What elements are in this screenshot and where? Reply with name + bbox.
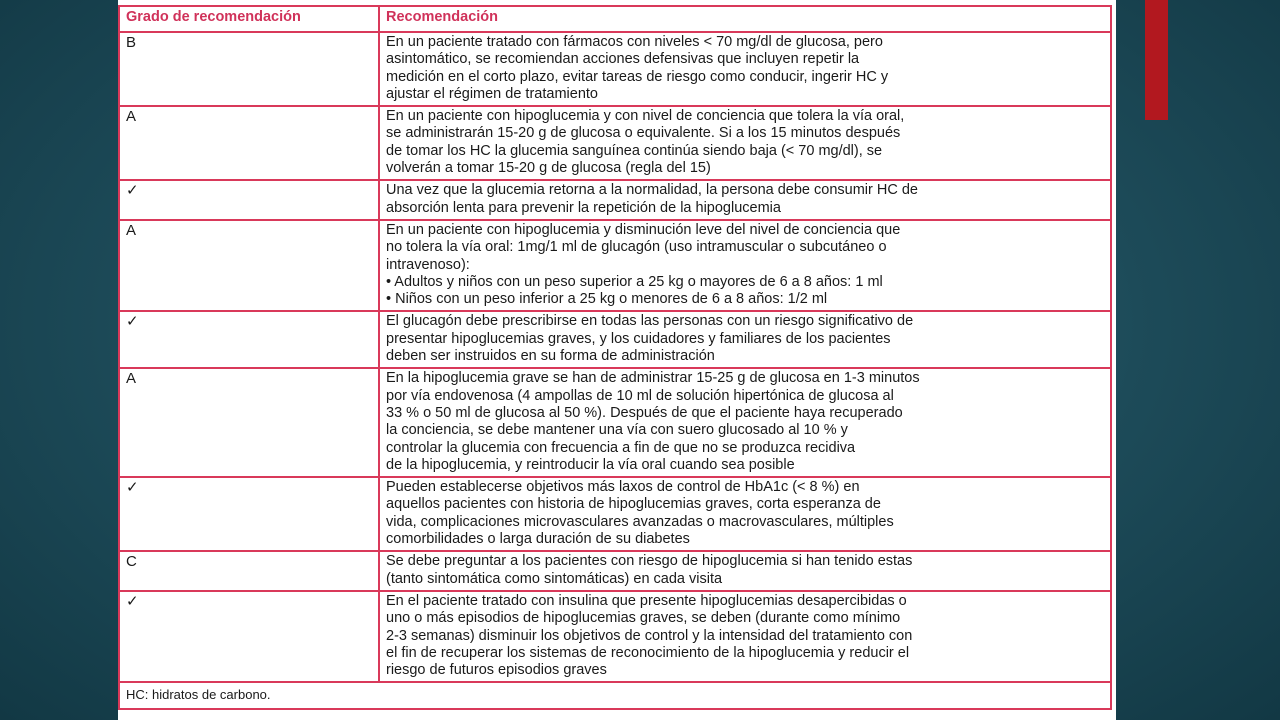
grade-cell: A [119,106,379,180]
recommendation-cell [379,220,1111,311]
recommendation-text-line: la conciencia, se debe mantener una vía con suero glucosado al 10 % y [386,422,848,439]
recommendation-text-line: volverán a tomar 15-20 g de glucosa (regla del 15) [386,160,711,177]
header-recommendation: Recomendación [379,6,1111,32]
footnote: HC: hidratos de carbono. [119,682,1111,709]
table-row [119,591,1111,682]
recommendation-text-line: asintomático, se recomiendan acciones defensivas que incluyen repetir la [386,51,860,68]
table-row [119,180,1111,220]
recommendation-text-line: (tanto sintomática como sintomáticas) en cada visita [386,570,723,587]
recommendation-cell [379,106,1111,180]
table-row [119,220,1111,311]
recommendation-text-line: comorbilidades o larga duración de su diabetes [386,531,690,548]
recommendation-text-line: por vía endovenosa (4 ampollas de 10 ml de solución hipertónica de glucosa al [386,387,894,404]
recommendation-table [118,5,1112,710]
table-row [119,551,1111,591]
recommendation-text-line: aquellos pacientes con historia de hipoglucemias graves, corta esperanza de [386,496,881,513]
recommendation-text-line: vida, complicaciones microvasculares avanzadas o macrovasculares, múltiples [386,513,894,530]
table-row [119,477,1111,551]
recommendation-text-line: En un paciente tratado con fármacos con niveles < 70 mg/dl de glucosa, pero [386,34,883,50]
recommendation-cell [379,477,1111,551]
recommendation-text-line: • Niños con un peso inferior a 25 kg o menores de 6 a 8 años: 1/2 ml [386,291,828,308]
recommendation-cell [379,311,1111,368]
slide-accent-bar [1145,0,1168,120]
grade-cell: ✓ [119,311,379,368]
recommendation-text-line: controlar la glucemia con frecuencia a fin de que no se produzca recidiva [386,439,856,456]
recommendation-text-line: En la hipoglucemia grave se han de administrar 15-25 g de glucosa en 1-3 minutos [386,370,920,387]
recommendation-text-line: de tomar los HC la glucemia sanguínea continúa siendo baja (< 70 mg/dl), se [386,142,883,159]
recommendation-text-line: Pueden establecerse objetivos más laxos de control de HbA1c (< 8 %) en [386,479,860,496]
recommendation-text-line: El glucagón debe prescribirse en todas las personas con un riesgo significativo de [386,313,914,330]
recommendation-text-line: Una vez que la glucemia retorna a la normalidad, la persona debe consumir HC de [386,182,918,199]
recommendation-cell [379,551,1111,591]
recommendation-text-line: medición en el corto plazo, evitar tareas de riesgo como conducir, ingerir HC y [386,68,889,85]
grade-cell: ✓ [119,477,379,551]
recommendation-text-line: 2-3 semanas) disminuir los objetivos de control y la intensidad del tratamiento con [386,627,913,644]
recommendation-text-line: uno o más episodios de hipoglucemias graves, se deben (durante como mínimo [386,610,901,627]
recommendation-text-line: se administrarán 15-20 g de glucosa o equivalente. Si a los 15 minutos después [386,125,901,142]
recommendation-text-line: 33 % o 50 ml de glucosa al 50 %). Después de que el paciente haya recuperado [386,404,903,421]
recommendation-cell [379,368,1111,477]
recommendation-text-line: En el paciente tratado con insulina que presente hipoglucemias desapercibidas o [386,592,907,609]
grade-cell: ✓ [119,180,379,220]
recommendation-text-line: riesgo de futuros episodios graves [386,662,607,679]
grade-cell: A [119,368,379,477]
table-row [119,32,1111,106]
recommendation-cell [379,32,1111,106]
recommendation-cell [379,591,1111,682]
table-row [119,106,1111,180]
header-grade: Grado de recomendación [119,6,379,32]
recommendation-text-line: • Adultos y niños con un peso superior a 25 kg o mayores de 6 a 8 años: 1 ml [386,273,883,290]
recommendation-text-line: deben ser instruidos en su forma de administración [386,348,715,365]
document-page [118,0,1116,720]
recommendation-cell [379,180,1111,220]
table-row [119,368,1111,477]
grade-cell: ✓ [119,591,379,682]
table-row [119,311,1111,368]
grade-cell: A [119,220,379,311]
recommendation-text-line: intravenoso): [386,256,470,273]
recommendation-text-line: ajustar el régimen de tratamiento [386,85,598,102]
grade-cell: B [119,32,379,106]
recommendation-text-line: En un paciente con hipoglucemia y disminución leve del nivel de conciencia que [386,221,901,238]
recommendation-text-line: Se debe preguntar a los pacientes con riesgo de hipoglucemia si han tenido estas [386,553,913,570]
recommendation-text-line: presentar hipoglucemias graves, y los cuidadores y familiares de los pacientes [386,330,891,347]
grade-cell: C [119,551,379,591]
footnote-row [119,682,1111,709]
recommendation-text-line: no tolera la vía oral: 1mg/1 ml de glucagón (uso intramuscular o subcutáneo o [386,239,887,256]
recommendation-text-line: absorción lenta para prevenir la repetición de la hipoglucemia [386,199,781,216]
recommendation-text-line: el fin de recuperar los sistemas de reconocimiento de la hipoglucemia y reducir el [386,644,910,661]
table-header-row [119,6,1111,32]
recommendation-text-line: de la hipoglucemia, y reintroducir la vía oral cuando sea posible [386,456,795,473]
recommendation-text-line: En un paciente con hipoglucemia y con nivel de conciencia que tolera la vía oral, [386,108,905,125]
